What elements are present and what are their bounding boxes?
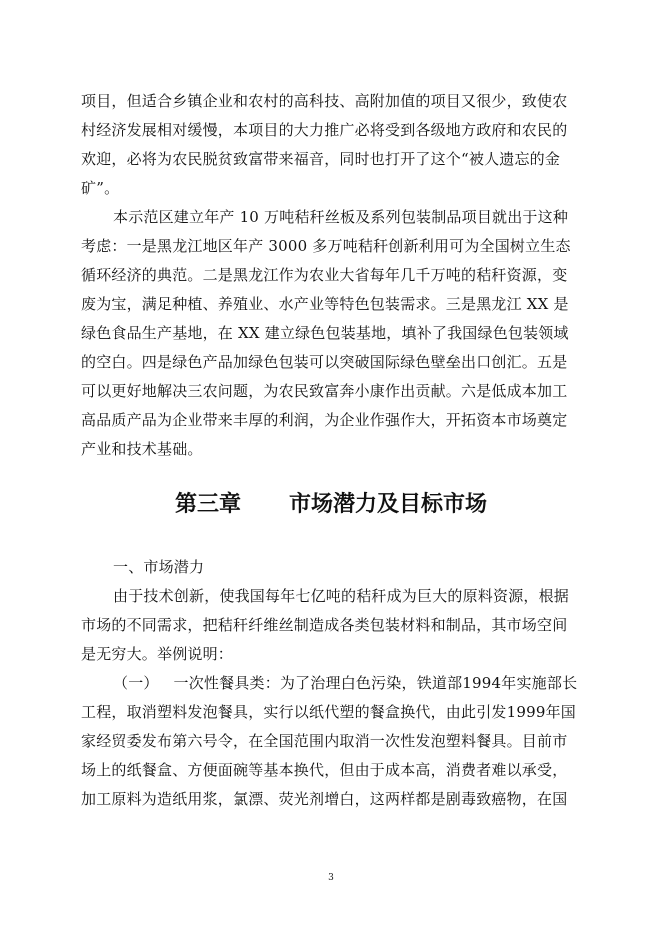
body-line: 是无穷大。举例说明：: [81, 645, 234, 663]
section-heading: 一、市场潜力: [113, 558, 205, 576]
body-line: 市场的不同需求，把秸秆纤维丝制造成各类包装材料和制品，其市场空间: [81, 616, 568, 634]
body-line: 可以更好地解决三农问题，为农民致富奔小康作出贡献。六是低成本加工: [81, 382, 568, 400]
body-line: 废为宝，满足种植、养殖业、水产业等特色包装需求。三是黑龙江 XX 是: [81, 295, 569, 313]
chapter-heading: [0, 490, 662, 520]
body-line: 村经济发展相对缓慢，本项目的大力推广必将受到各级地方政府和农民的: [81, 121, 568, 139]
body-line: 欢迎，必将为农民脱贫致富带来福音，同时也打开了这个“被人遗忘的金: [81, 150, 561, 168]
body-line: 循环经济的典范。二是黑龙江作为农业大省每年几千万吨的秸秆资源，变: [81, 266, 568, 284]
body-line: 的空白。四是绿色产品加绿色包装可以突破国际绿色壁垒出口创汇。五是: [81, 353, 568, 371]
chapter-title: 市场潜力及目标市场: [289, 492, 488, 517]
body-line: 绿色食品生产基地，在 XX 建立绿色包装基地，填补了我国绿色包装领域: [81, 324, 569, 342]
body-line: 加工原料为造纸用浆，氯漂、荧光剂增白，这两样都是剧毒致癌物，在国: [81, 790, 568, 808]
body-line: 工程，取消塑料发泡餐具，实行以纸代塑的餐盒换代，由此引发1999年国: [81, 703, 576, 721]
body-line: 高品质产品为企业带来丰厚的利润，为企业作强作大，开拓资本市场奠定: [81, 411, 568, 429]
body-line: 场上的纸餐盒、方便面碗等基本换代，但由于成本高，消费者难以承受，: [81, 761, 568, 779]
body-line: 本示范区建立年产 10 万吨秸秆丝板及系列包装制品项目就出于这种: [113, 208, 569, 226]
body-line: 由于技术创新，使我国每年七亿吨的秸秆成为巨大的原料资源，根据: [113, 587, 570, 605]
body-line: 矿”。: [81, 179, 120, 197]
page-number: 3: [328, 873, 334, 883]
body-line: 产业和技术基础。: [81, 440, 203, 458]
body-line: 家经贸委发布第六号令，在全国范围内取消一次性发泡塑料餐具。目前市: [81, 732, 568, 750]
body-line: （一） 一次性餐具类：为了治理白色污染，铁道部1994年实施部长: [113, 674, 578, 692]
body-line: 考虑：一是黑龙江地区年产 3000 多万吨秸秆创新利用可为全国树立生态: [81, 237, 571, 255]
chapter-number: 第三章: [174, 492, 241, 517]
body-line: 项目，但适合乡镇企业和农村的高科技、高附加值的项目又很少，致使农: [81, 92, 568, 110]
